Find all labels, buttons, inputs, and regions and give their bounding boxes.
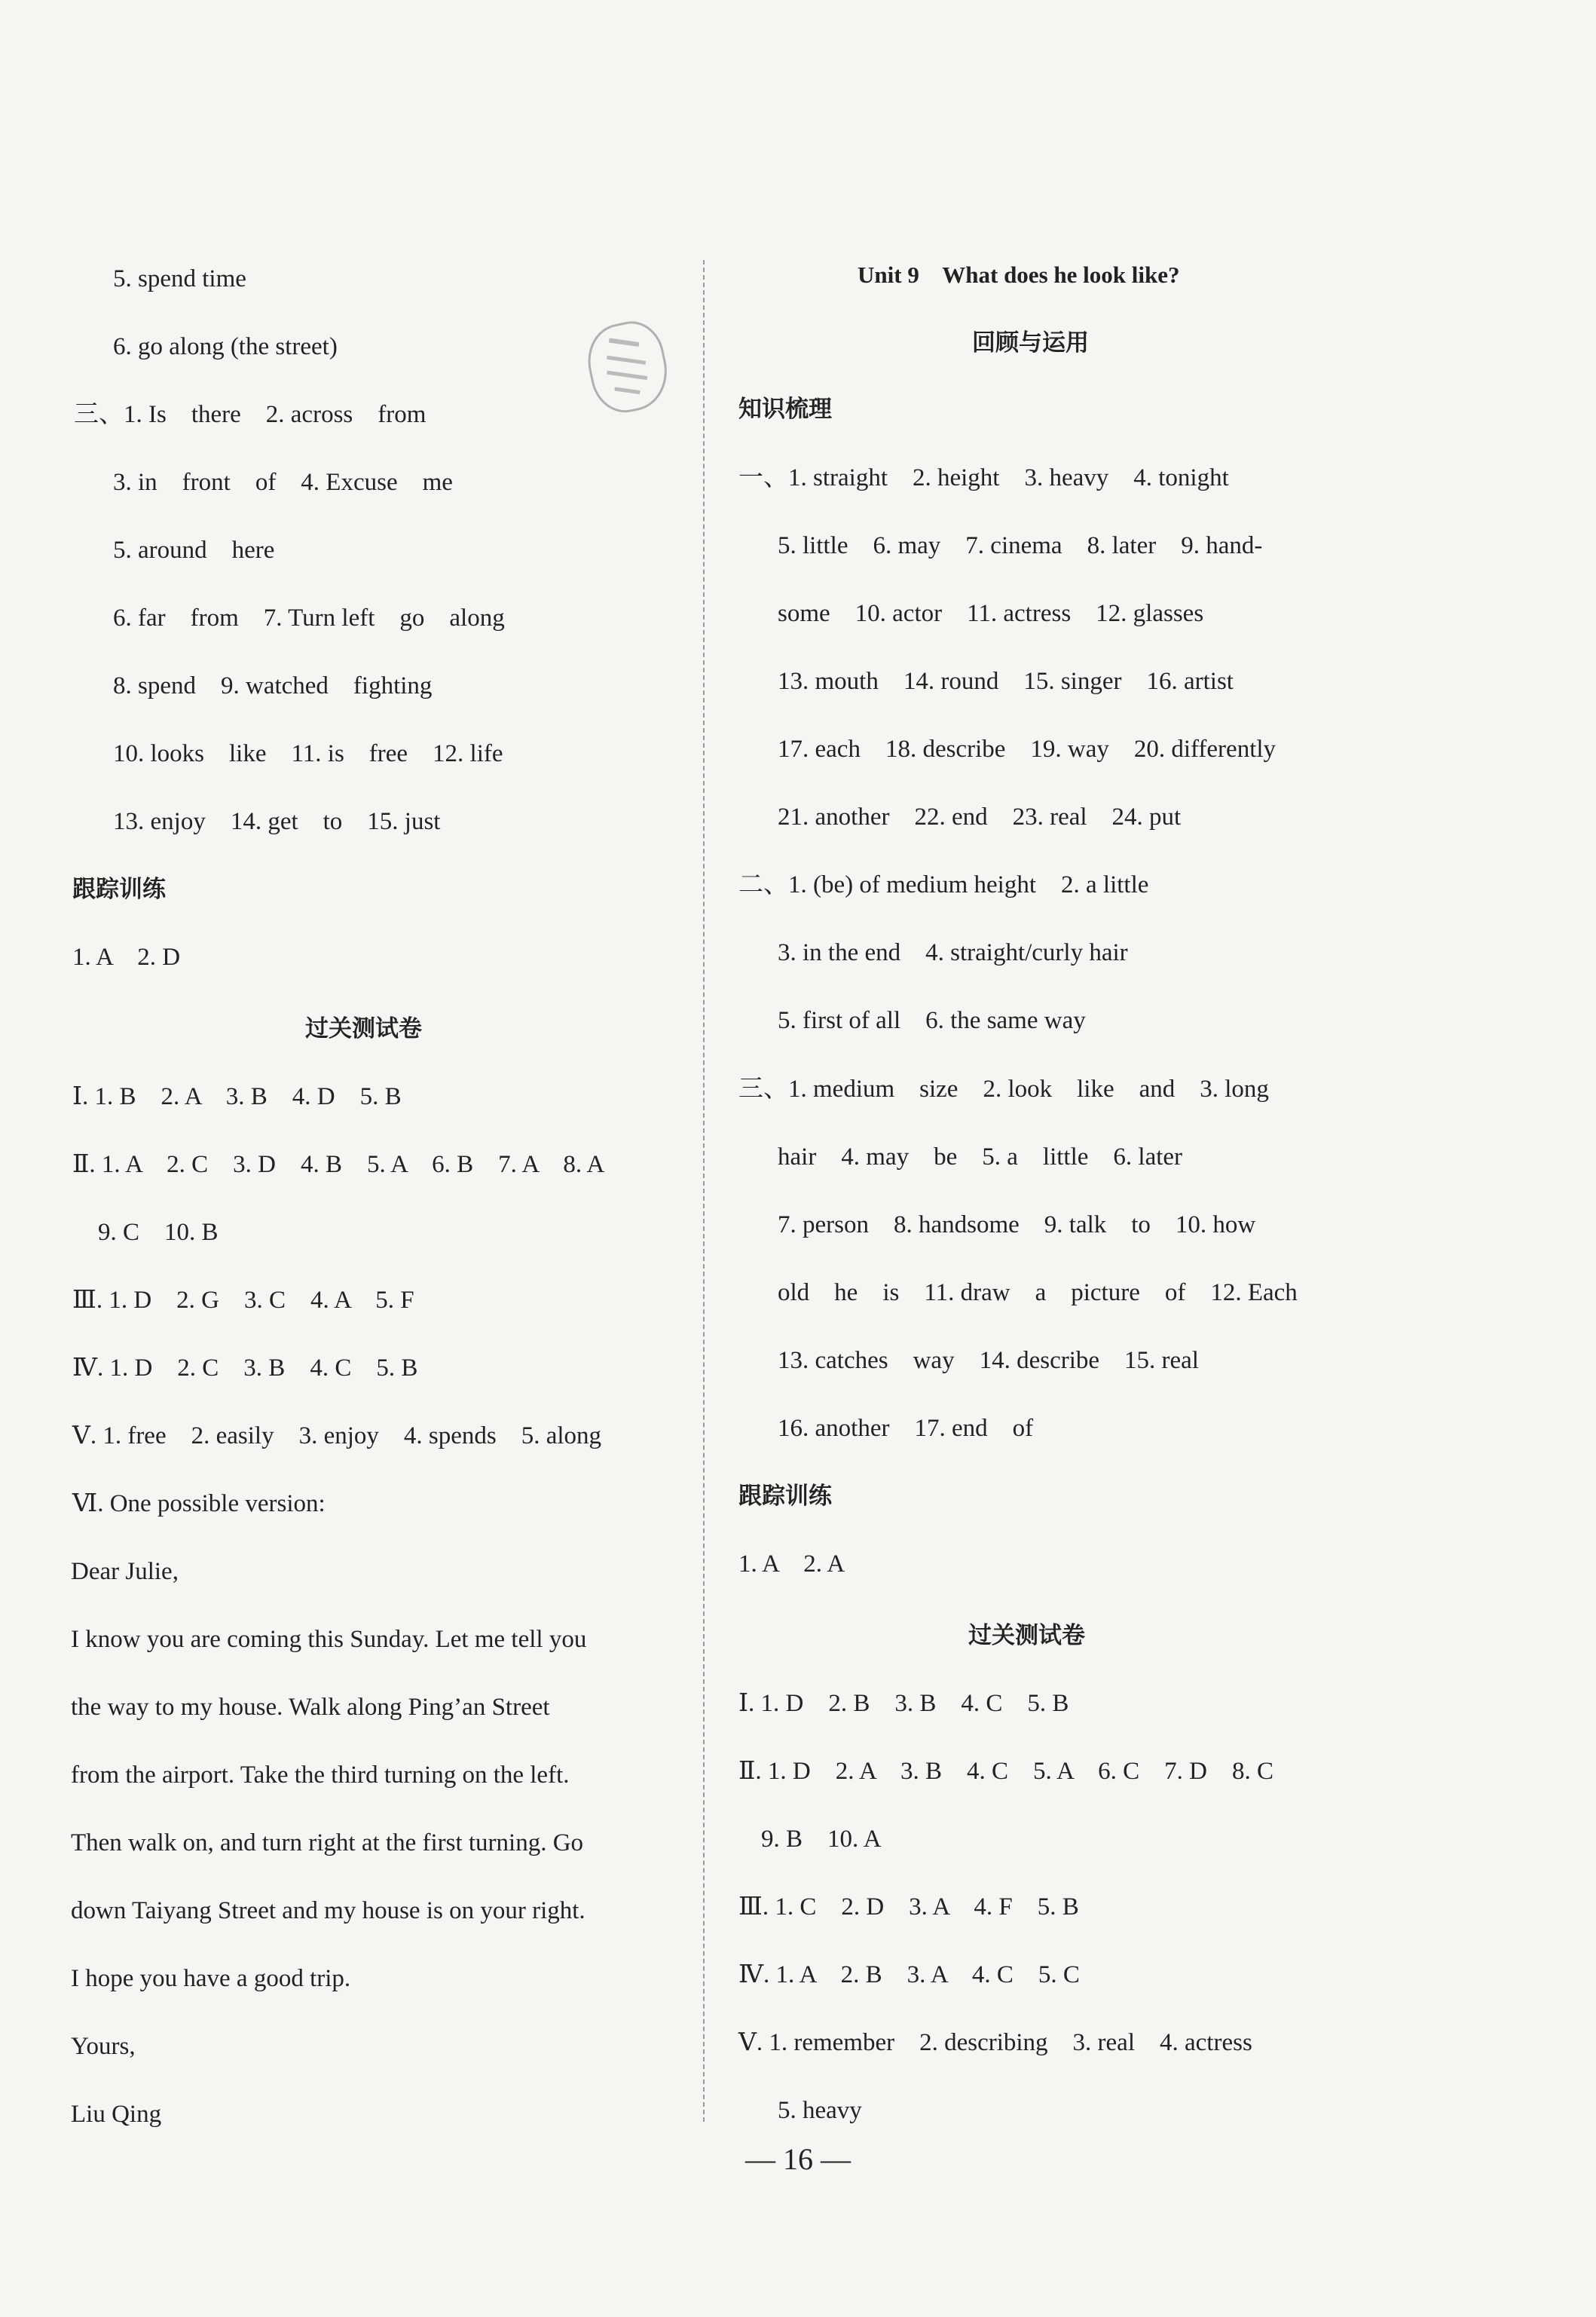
left-column-line: 过关测试卷 bbox=[305, 1015, 422, 1042]
left-column-line: Ⅰ. 1. B 2. A 3. B 4. D 5. B bbox=[72, 1083, 402, 1110]
left-column-line: 9. C 10. B bbox=[98, 1219, 219, 1246]
right-column-line: 知识梳理 bbox=[738, 396, 832, 423]
right-column-line: Ⅲ. 1. C 2. D 3. A 4. F 5. B bbox=[738, 1893, 1079, 1921]
right-column-line: hair 4. may be 5. a little 6. later bbox=[778, 1143, 1183, 1171]
left-column-line: Ⅲ. 1. D 2. G 3. C 4. A 5. F bbox=[72, 1287, 414, 1314]
right-column-line: 二、1. (be) of medium height 2. a little bbox=[738, 871, 1149, 898]
right-column-line: 13. catches way 14. describe 15. real bbox=[778, 1347, 1199, 1374]
right-column-line: Unit 9 What does he look like? bbox=[858, 262, 1180, 288]
right-column-line: 跟踪训练 bbox=[738, 1483, 832, 1510]
right-column-line: 三、1. medium size 2. look like and 3. long bbox=[738, 1076, 1269, 1103]
left-column-line: from the airport. Take the third turning on the left. bbox=[71, 1761, 570, 1789]
right-column-line: 17. each 18. describe 19. way 20. differently bbox=[778, 736, 1276, 763]
left-column-line: down Taiyang Street and my house is on your right. bbox=[71, 1897, 586, 1924]
right-column-line: old he is 11. draw a picture of 12. Each bbox=[778, 1279, 1298, 1306]
column-divider bbox=[703, 260, 705, 2122]
left-column-line: the way to my house. Walk along Ping’an Street bbox=[71, 1694, 550, 1721]
left-column-line: 8. spend 9. watched fighting bbox=[113, 672, 433, 699]
left-column-line: I hope you have a good trip. bbox=[71, 1965, 351, 1992]
left-column-line: I know you are coming this Sunday. Let me tell you bbox=[71, 1626, 587, 1653]
right-column-line: 13. mouth 14. round 15. singer 16. artist bbox=[778, 668, 1234, 695]
right-column-line: Ⅱ. 1. D 2. A 3. B 4. C 5. A 6. C 7. D 8. C bbox=[738, 1758, 1274, 1785]
right-column-line: 3. in the end 4. straight/curly hair bbox=[778, 939, 1128, 966]
right-column-line: some 10. actor 11. actress 12. glasses bbox=[778, 600, 1204, 627]
left-column-line: 5. spend time bbox=[113, 265, 246, 292]
left-column-line: Ⅳ. 1. D 2. C 3. B 4. C 5. B bbox=[72, 1354, 418, 1382]
left-column-line: 5. around here bbox=[113, 537, 275, 564]
right-column-line: 21. another 22. end 23. real 24. put bbox=[778, 803, 1182, 831]
right-column-line: 16. another 17. end of bbox=[778, 1415, 1034, 1442]
left-column-line: Then walk on, and turn right at the first turning. Go bbox=[71, 1829, 584, 1856]
left-column-line: 1. A 2. D bbox=[72, 944, 181, 971]
right-column-line: 1. A 2. A bbox=[738, 1550, 845, 1578]
left-column-line: Liu Qing bbox=[71, 2101, 162, 2128]
right-column-line: 7. person 8. handsome 9. talk to 10. how bbox=[778, 1211, 1256, 1238]
right-column-line: 9. B 10. A bbox=[761, 1826, 882, 1853]
right-column-line: 回顾与运用 bbox=[972, 329, 1089, 357]
left-column-line: Dear Julie, bbox=[71, 1558, 179, 1585]
left-column-line: Yours, bbox=[71, 2033, 136, 2060]
left-column-line: 跟踪训练 bbox=[72, 876, 166, 903]
stamp-seal-icon bbox=[581, 316, 674, 419]
left-column-line: 6. go along (the street) bbox=[113, 333, 338, 360]
left-column-line: Ⅱ. 1. A 2. C 3. D 4. B 5. A 6. B 7. A 8. A bbox=[72, 1151, 605, 1178]
right-column-line: Ⅳ. 1. A 2. B 3. A 4. C 5. C bbox=[738, 1961, 1080, 1988]
left-column-line: 6. far from 7. Turn left go along bbox=[113, 605, 505, 632]
left-column-line: 10. looks like 11. is free 12. life bbox=[113, 740, 503, 767]
right-column-line: 5. little 6. may 7. cinema 8. later 9. hand- bbox=[778, 532, 1263, 559]
left-column-line: Ⅴ. 1. free 2. easily 3. enjoy 4. spends 5. along bbox=[72, 1422, 602, 1449]
right-column-line: 一、1. straight 2. height 3. heavy 4. tonight bbox=[738, 464, 1229, 491]
left-column-line: 13. enjoy 14. get to 15. just bbox=[113, 808, 441, 835]
right-column-line: Ⅰ. 1. D 2. B 3. B 4. C 5. B bbox=[738, 1690, 1069, 1717]
page-number: — 16 — bbox=[745, 2142, 851, 2176]
right-column-line: 5. first of all 6. the same way bbox=[778, 1007, 1086, 1034]
right-column-line: Ⅴ. 1. remember 2. describing 3. real 4. actress bbox=[738, 2029, 1252, 2056]
left-column-line: 3. in front of 4. Excuse me bbox=[113, 469, 453, 496]
left-column-line: Ⅵ. One possible version: bbox=[72, 1490, 326, 1517]
left-column-line: 三、1. Is there 2. across from bbox=[74, 401, 427, 428]
right-column-line: 过关测试卷 bbox=[968, 1622, 1085, 1649]
right-column-line: 5. heavy bbox=[778, 2097, 862, 2124]
